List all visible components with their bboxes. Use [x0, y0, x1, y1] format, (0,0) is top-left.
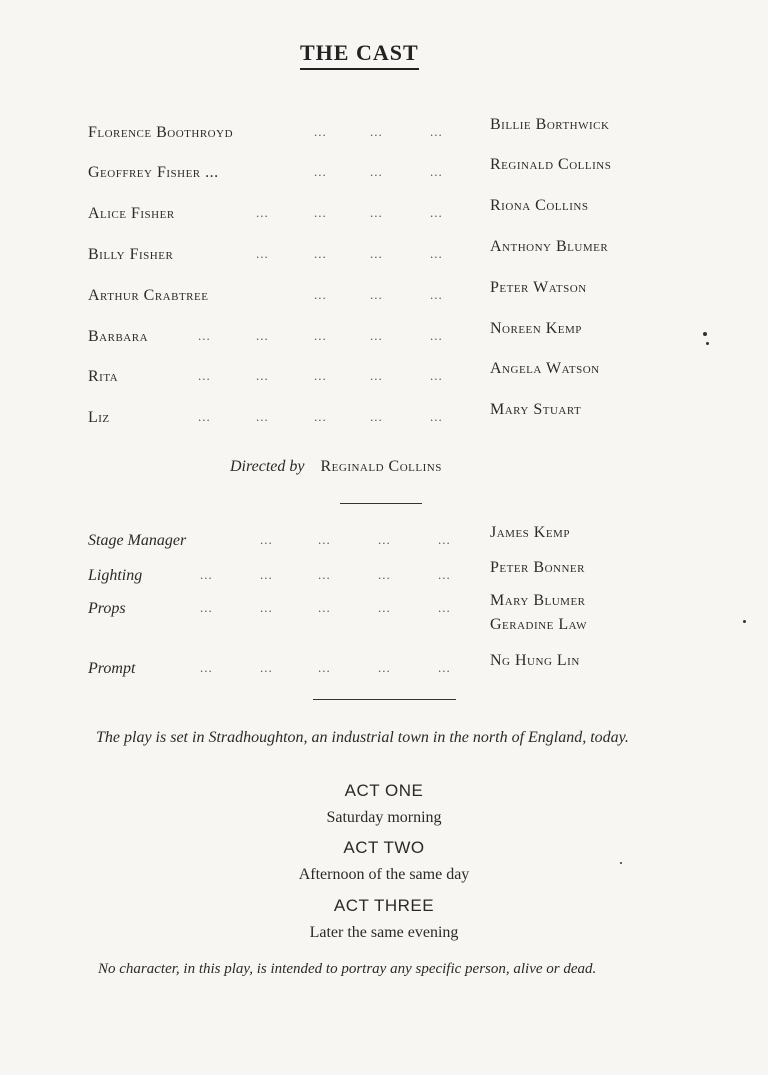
- dot-leader: ... ... ... ... ...: [198, 328, 443, 343]
- crew-name: Ng Hung Lin: [490, 652, 580, 669]
- cast-role: Liz: [88, 409, 110, 426]
- cast-role: Rita: [88, 368, 119, 385]
- cast-role: Barbara: [88, 328, 149, 345]
- divider: [340, 503, 422, 504]
- cast-row: [88, 320, 688, 352]
- act-heading: ACT ONE: [344, 781, 424, 800]
- cast-role: Billy Fisher: [88, 246, 174, 263]
- cast-title: THE CAST: [300, 40, 419, 70]
- act-heading: ACT THREE: [333, 896, 435, 915]
- crew-role: Stage Manager: [88, 532, 187, 549]
- cast-role: Arthur Crabtree: [88, 287, 209, 304]
- dot-leader: ... ... ... ... ...: [198, 368, 443, 383]
- dot-leader: ... ... ...: [314, 124, 443, 139]
- dot-leader: ... ... ... ... ...: [200, 600, 451, 615]
- setting-note: The play is set in Stradhoughton, an industrial town in the north of England, today.: [96, 729, 629, 746]
- dot-leader: ... ... ... ... ...: [200, 660, 451, 675]
- director-label: Directed by: [230, 458, 305, 475]
- cast-row: [88, 197, 688, 229]
- crew-name: Mary Blumer: [490, 592, 586, 609]
- act-time: Afternoon of the same day: [298, 866, 470, 883]
- act-time: Saturday morning: [326, 809, 442, 826]
- dot-leader: ... ... ... ...: [256, 246, 443, 261]
- director-credit: [230, 458, 442, 476]
- cast-role: Florence Boothroyd: [88, 124, 234, 141]
- disclaimer-note: No character, in this play, is intended to portray any specific person, alive or dead.: [98, 961, 597, 977]
- dot-leader: ... ... ... ...: [256, 205, 443, 220]
- crew-row: [88, 592, 688, 633]
- crew-name: Peter Bonner: [490, 559, 585, 576]
- ink-speck: [706, 342, 709, 345]
- dot-leader: ... ... ...: [314, 164, 443, 179]
- cast-actor: Billie Borthwick: [490, 116, 610, 133]
- divider: [313, 699, 456, 700]
- cast-row: [88, 238, 688, 270]
- cast-row: [88, 156, 688, 188]
- crew-role: Lighting: [88, 567, 143, 584]
- cast-actor: Mary Stuart: [490, 401, 582, 418]
- director-name: Reginald Collins: [320, 458, 442, 475]
- dot-leader: ... ... ... ...: [260, 532, 451, 547]
- cast-role: Alice Fisher: [88, 205, 175, 222]
- cast-actor: Peter Watson: [490, 279, 587, 296]
- dot-leader: ... ... ... ... ...: [198, 409, 443, 424]
- crew-role: Prompt: [88, 660, 136, 677]
- cast-actor: Noreen Kemp: [490, 320, 582, 337]
- cast-row: [88, 279, 688, 311]
- cast-actor: Riona Collins: [490, 197, 589, 214]
- crew-name: James Kemp: [490, 524, 570, 541]
- crew-row: [88, 524, 688, 556]
- ink-speck: [620, 862, 622, 864]
- cast-row: [88, 360, 688, 392]
- act-heading: ACT TWO: [343, 838, 425, 857]
- cast-actor: Anthony Blumer: [490, 238, 609, 255]
- cast-row: [88, 116, 688, 148]
- ink-speck: [743, 620, 746, 623]
- cast-actor: Reginald Collins: [490, 156, 612, 173]
- crew-row: [88, 559, 688, 591]
- act-time: Later the same evening: [309, 924, 459, 941]
- ink-speck: [703, 332, 707, 336]
- cast-actor: Angela Watson: [490, 360, 600, 377]
- dot-leader: ... ... ... ... ...: [200, 567, 451, 582]
- cast-row: [88, 401, 688, 433]
- dot-leader: ... ... ...: [314, 287, 443, 302]
- crew-name: Geradine Law: [490, 616, 588, 633]
- crew-role: Props: [88, 600, 126, 617]
- crew-row: [88, 652, 688, 684]
- cast-role: Geoffrey Fisher ...: [88, 164, 219, 181]
